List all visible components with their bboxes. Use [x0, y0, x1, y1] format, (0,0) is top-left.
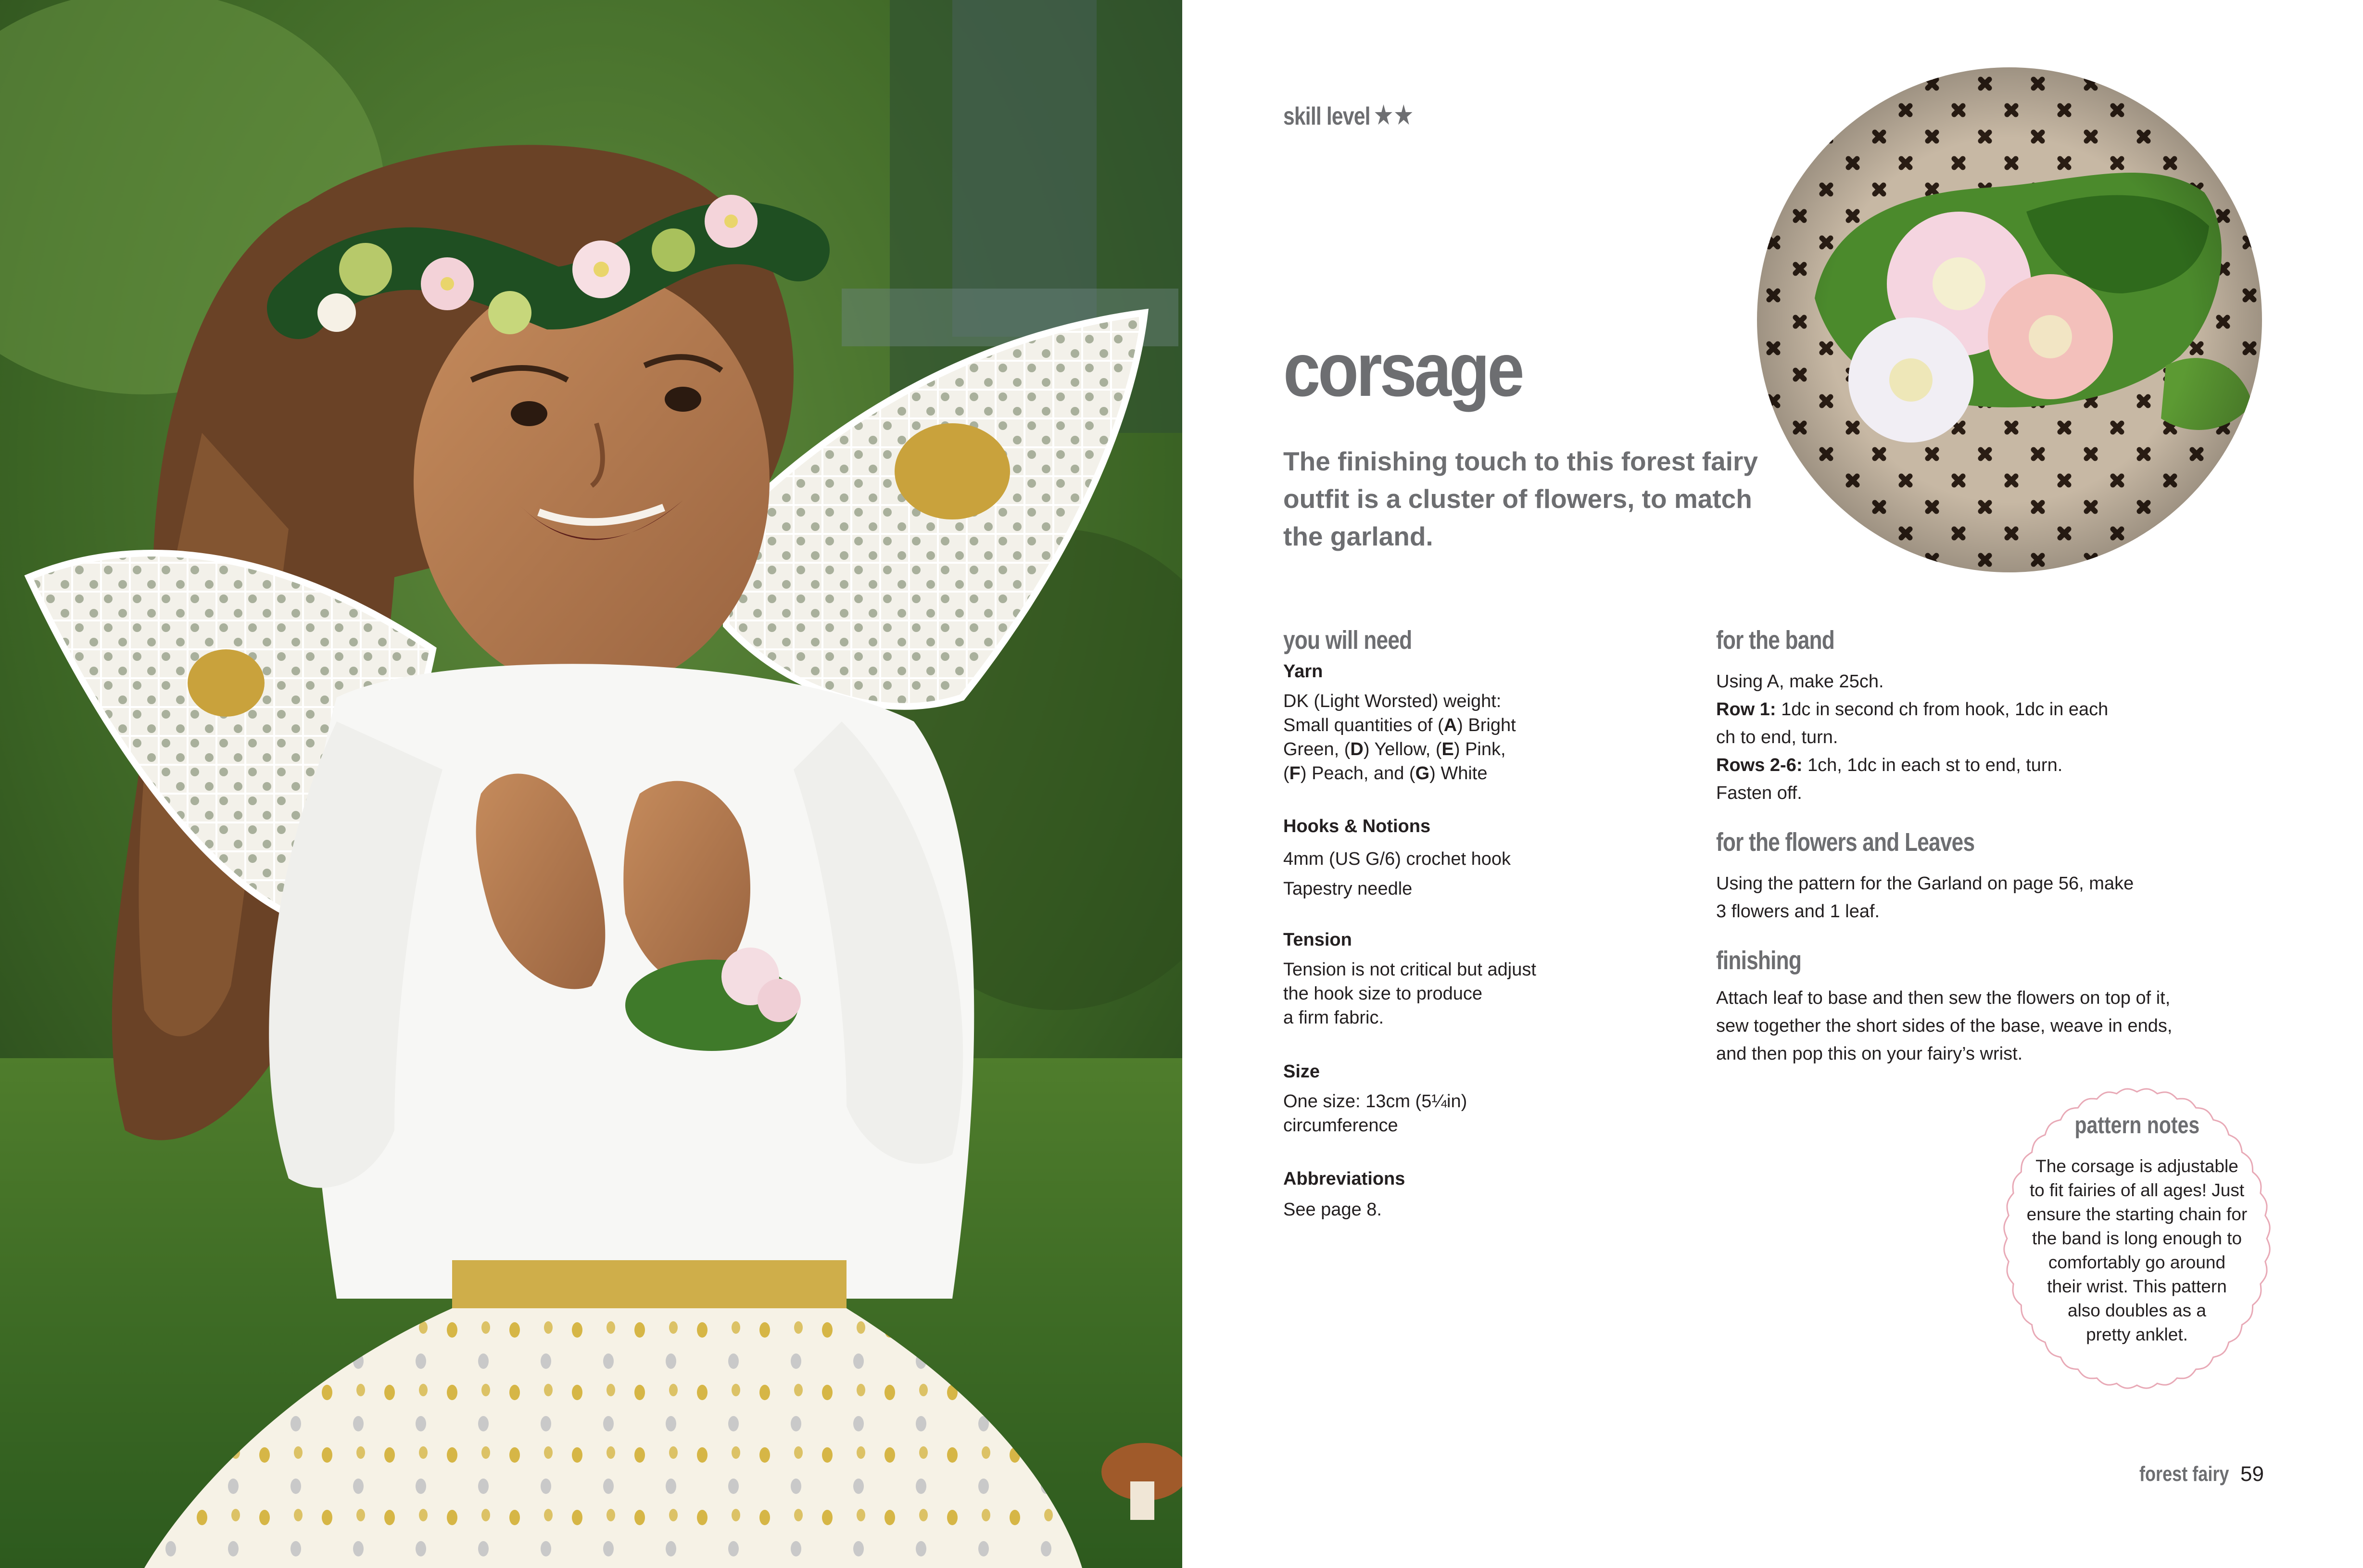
band-text: Using A, make 25ch. Row 1: 1dc in second ch from hook, 1dc in each ch to end, turn. Rows 2-6: 1ch, 1dc in each st to end, turn. Fasten off. [1716, 671, 2109, 803]
skill-level [1283, 99, 1442, 131]
yarn-line-4: (F) Peach, and (G) White [1283, 763, 1488, 784]
footer-section-label: forest fairy [2139, 1462, 2229, 1486]
abbreviations-text: See page 8. [1283, 1200, 1382, 1220]
finishing-heading: finishing [1716, 946, 1802, 975]
intro-text: The finishing touch to this forest fairy outfit is a cluster of flowers, to match the garland. [1283, 446, 1758, 551]
pattern-notes-box [2000, 1082, 2274, 1395]
hooks-heading: Hooks & Notions [1283, 816, 1431, 836]
band-heading: for the band [1716, 626, 1834, 655]
yarn-line-3: Green, (D) Yellow, (E) Pink, [1283, 739, 1506, 759]
skill-stars-icon: ★★ [1373, 100, 1414, 131]
page-number: 59 [2240, 1462, 2264, 1486]
row-1: Row 1: 1dc in second ch from hook, 1dc in each [1716, 699, 2109, 720]
right-page [1182, 0, 2363, 1568]
flowers-text: Using the pattern for the Garland on page 56, make 3 flowers and 1 leaf. [1716, 873, 2134, 922]
rows-2-6: Rows 2-6: 1ch, 1dc in each st to end, turn. [1716, 755, 2063, 775]
tension-text: Tension is not critical but adjust the hook size to produce a firm fabric. [1283, 960, 1536, 1028]
pattern-notes-text: The corsage is adjustable to fit fairies of all ages! Just ensure the starting chain for the band is long enough to comfortably go around their wrist. This pattern also doubles as a pretty anklet. [2026, 1156, 2248, 1344]
hooks-text: 4mm (US G/6) crochet hook Tapestry needle [1283, 849, 1511, 899]
corsage-detail-photo [1757, 67, 2262, 572]
size-text: One size: 13cm (5¼in) circumference [1283, 1091, 1467, 1136]
tension-heading: Tension [1283, 930, 1352, 950]
size-heading: Size [1283, 1062, 1320, 1082]
you-will-need-heading: you will need [1283, 626, 1412, 655]
yarn-line-1: DK (Light Worsted) weight: [1283, 691, 1502, 711]
page-title: corsage [1283, 328, 1522, 412]
flowers-heading: for the flowers and Leaves [1716, 828, 1975, 857]
yarn-line-2: Small quantities of (A) Bright [1283, 715, 1516, 735]
abbreviations-heading: Abbreviations [1283, 1169, 1405, 1189]
yarn-text [1283, 689, 1516, 785]
yarn-heading: Yarn [1283, 661, 1323, 682]
finishing-text: Attach leaf to base and then sew the flowers on top of it, sew together the short sides of the base, weave in ends, and then pop this on your fairy’s wrist. [1716, 988, 2173, 1064]
pattern-notes-heading: pattern notes [2074, 1112, 2199, 1138]
skill-level-label: skill level [1283, 102, 1370, 130]
